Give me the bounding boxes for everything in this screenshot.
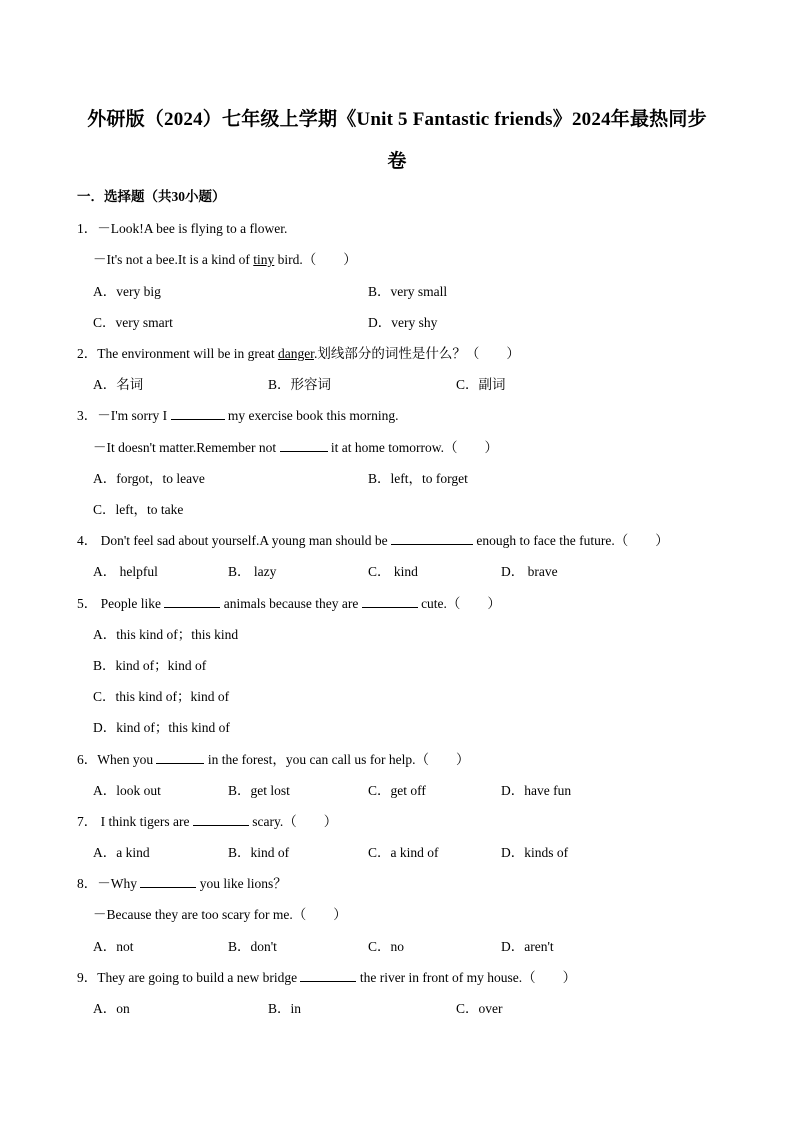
question-1-option-b[interactable]: B．very small	[368, 284, 448, 299]
question-2-option-b[interactable]: B．形容词	[268, 377, 332, 392]
question-1-option-c[interactable]: C．very smart	[93, 315, 173, 330]
question-5-option-d[interactable]: D．kind of；this kind of	[93, 720, 230, 735]
question-1-option-a[interactable]: A．very big	[93, 284, 161, 299]
question-9-option-a[interactable]: A．on	[93, 1001, 130, 1016]
answer-blank[interactable]	[156, 751, 204, 764]
question-6-option-b[interactable]: B．get lost	[228, 783, 290, 798]
answer-blank[interactable]	[362, 595, 418, 608]
answer-blank[interactable]	[280, 439, 328, 452]
answer-blank[interactable]	[164, 595, 220, 608]
question-6-option-c[interactable]: C．get off	[368, 783, 426, 798]
underlined-word: tiny	[253, 252, 275, 267]
question-1-stem: 1．－Look!A bee is flying to a flower.	[77, 221, 288, 236]
question-6-stem: 6．When you in the forest，you can call us for help.（ ）	[77, 752, 470, 767]
question-7-option-a[interactable]: A．a kind	[93, 845, 150, 860]
question-6-option-d[interactable]: D．have fun	[501, 783, 572, 798]
question-8-option-c[interactable]: C．no	[368, 939, 405, 954]
question-7-option-d[interactable]: D．kinds of	[501, 845, 569, 860]
question-5-option-c[interactable]: C．this kind of；kind of	[93, 689, 230, 704]
question-4-option-a[interactable]: A． helpful	[93, 564, 158, 579]
question-4-option-c[interactable]: C． kind	[368, 564, 418, 579]
question-9-option-b[interactable]: B．in	[268, 1001, 302, 1016]
question-4-stem: 4． Don't feel sad about yourself.A young man should be enough to face the future.（ ）	[77, 533, 669, 548]
question-4-option-b[interactable]: B． lazy	[228, 564, 277, 579]
question-3-line-2: －It doesn't matter.Remember not it at home tomorrow.（ ）	[93, 440, 498, 455]
question-1-line-2: －It's not a bee.It is a kind of tiny bird.（ ）	[93, 252, 357, 267]
question-8-option-a[interactable]: A．not	[93, 939, 134, 954]
question-2-option-a[interactable]: A．名词	[93, 377, 144, 392]
question-8-option-b[interactable]: B．don't	[228, 939, 277, 954]
question-5-stem: 5． People like animals because they are cute.（ ）	[77, 596, 501, 611]
question-8-stem: 8．－Why you like lions？	[77, 876, 287, 891]
question-5-option-b[interactable]: B．kind of；kind of	[93, 658, 207, 673]
answer-blank[interactable]	[300, 969, 356, 982]
question-2-stem: 2．The environment will be in great danger.划线部分的词性是什么？（ ）	[77, 346, 520, 361]
question-6-option-a[interactable]: A．look out	[93, 783, 161, 798]
question-9-stem: 9．They are going to build a new bridge the river in front of my house.（ ）	[77, 970, 577, 985]
question-2-option-c[interactable]: C．副词	[456, 377, 506, 392]
answer-blank[interactable]	[171, 407, 225, 420]
question-3-option-c[interactable]: C．left，to take	[93, 502, 184, 517]
page-title-line-1: 外研版（2024）七年级上学期《Unit 5 Fantastic friends》2024年最热同步	[87, 109, 707, 130]
question-7-stem: 7． I think tigers are scary.（ ）	[77, 814, 338, 829]
question-3-option-a[interactable]: A．forgot，to leave	[93, 471, 205, 486]
question-1-option-d[interactable]: D．very shy	[368, 315, 438, 330]
question-7-option-b[interactable]: B．kind of	[228, 845, 290, 860]
question-4-option-d[interactable]: D． brave	[501, 564, 558, 579]
page-title-line-2: 卷	[387, 151, 407, 172]
underlined-word: danger	[277, 346, 314, 361]
question-7-option-c[interactable]: C．a kind of	[368, 845, 439, 860]
question-8-option-d[interactable]: D．aren't	[501, 939, 554, 954]
question-9-option-c[interactable]: C．over	[456, 1001, 503, 1016]
question-3-option-b[interactable]: B．left，to forget	[368, 471, 468, 486]
section-heading: 一．选择题（共30小题）	[77, 189, 226, 204]
answer-blank[interactable]	[391, 532, 473, 545]
question-8-line-2: －Because they are too scary for me.（ ）	[93, 907, 347, 922]
answer-blank[interactable]	[140, 875, 196, 888]
question-5-option-a[interactable]: A．this kind of；this kind	[93, 627, 239, 642]
question-3-stem: 3．－I'm sorry I my exercise book this morning.	[77, 408, 399, 423]
answer-blank[interactable]	[193, 813, 249, 826]
